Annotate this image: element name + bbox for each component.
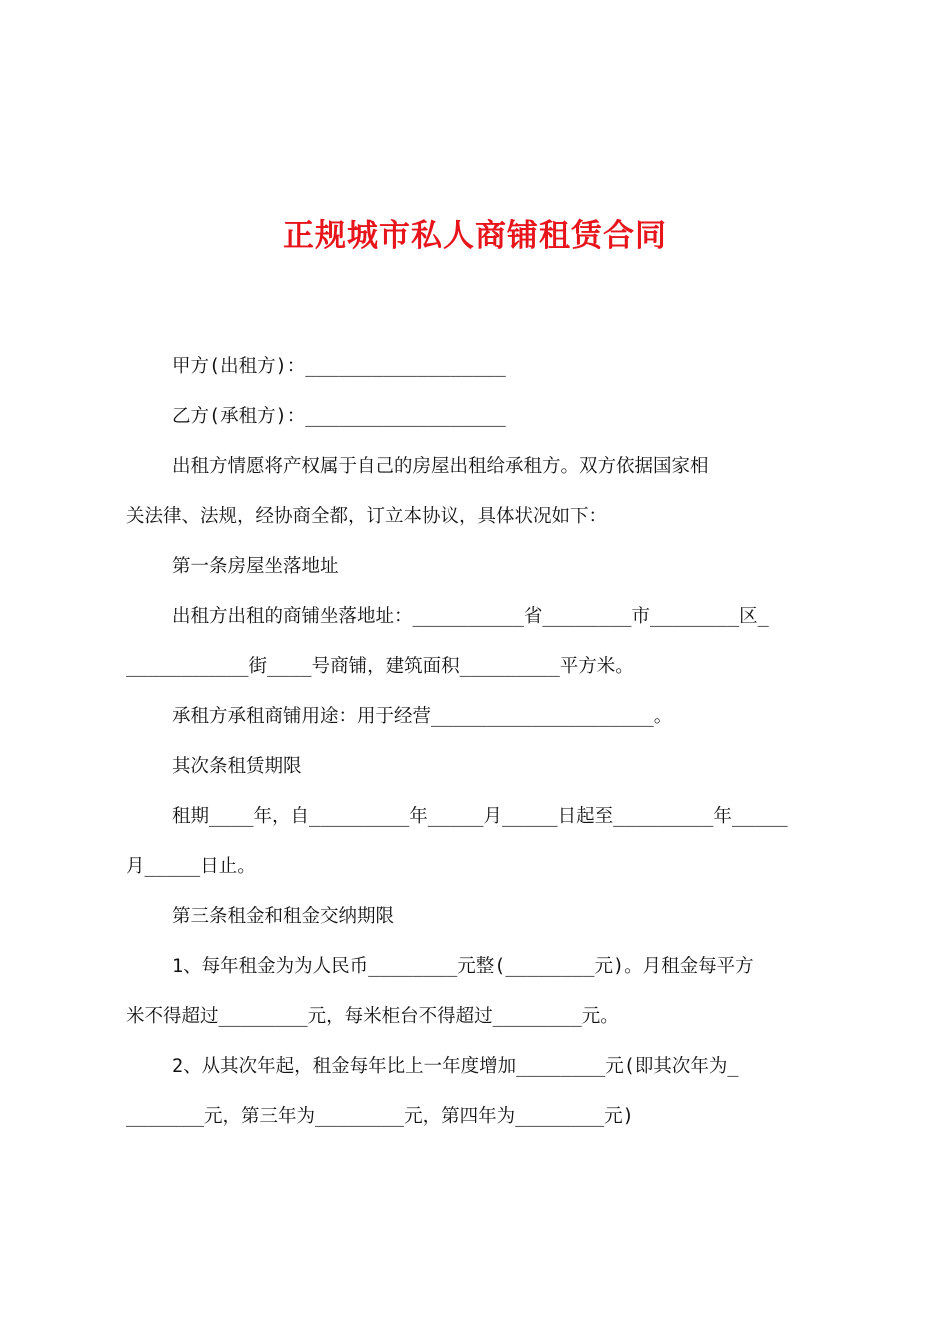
- document-title: 正规城市私人商铺租赁合同: [283, 218, 667, 254]
- article-2-heading: 其次条租赁期限: [172, 756, 302, 777]
- term-line-1: 租期____年，自_________年_____月_____日起至_________年_____: [172, 806, 788, 827]
- article-3-heading: 第三条租金和租金交纳期限: [172, 906, 395, 927]
- party-a-line: 甲方(出租方)：__________________: [172, 356, 506, 377]
- intro-paragraph-line-2: 关法律、法规，经协商全都，订立本协议，具体状况如下：: [126, 506, 608, 527]
- article-1-heading: 第一条房屋坐落地址: [172, 556, 339, 577]
- address-line-1: 出租方出租的商铺坐落地址：__________省________市________区_: [172, 606, 769, 627]
- intro-paragraph-line-1: 出租方情愿将产权属于自己的房屋出租给承租方。双方依据国家相: [172, 456, 709, 477]
- term-line-2: 月_____日止。: [126, 856, 256, 877]
- rent-clause-2-line-1: 2、从其次年起，租金每年比上一年度增加________元(即其次年为_: [172, 1056, 739, 1077]
- rent-clause-2-line-2: _______元，第三年为________元，第四年为________元): [126, 1106, 634, 1127]
- rent-clause-1-line-2: 米不得超过________元，每米柜台不得超过________元。: [126, 1006, 619, 1027]
- party-b-line: 乙方(承租方)：__________________: [172, 406, 506, 427]
- rent-clause-1-line-1: 1、每年租金为为人民币________元整(________元)。月租金每平方: [172, 956, 754, 977]
- address-line-2: ___________街____号商铺，建筑面积_________平方米。: [126, 656, 634, 677]
- usage-line: 承租方承租商铺用途：用于经营____________________。: [172, 706, 673, 727]
